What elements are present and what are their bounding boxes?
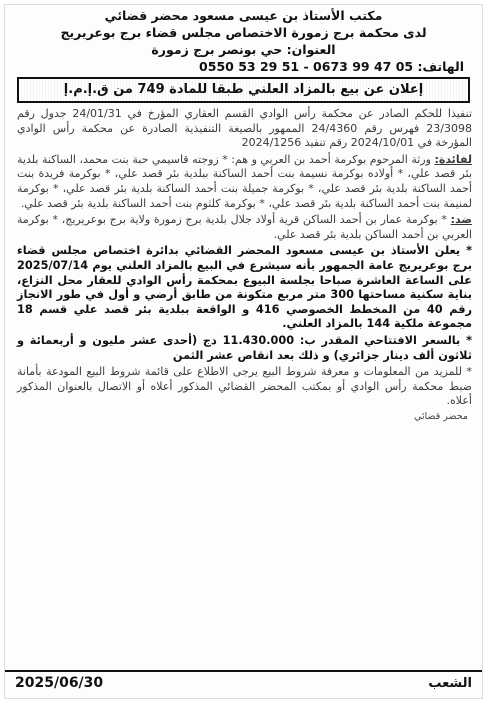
defendants-label: ضد: <box>450 213 472 227</box>
signature-text: محضر قضائي <box>414 410 468 422</box>
court-name: لدى محكمة برج زمورة الاختصاص مجلس قضاء برج بوعريريج <box>60 25 427 40</box>
defendants-paragraph <box>17 213 472 242</box>
office-phone: الهاتف: 05 47 99 0673 - 51 29 53 0550 <box>199 59 464 74</box>
defendants-text: * بوكرمة عمار بن أحمد الساكن قرية أولاد جلال بلدية برج زمورة ولاية برج بوعريريج، * بوكرمة العربي بن أحمد الساكن بلدية بئر قصد علي. <box>17 213 472 241</box>
newspaper-name: الشعب <box>428 675 472 691</box>
execution-reference: تنفيذا للحكم الصادر عن محكمة رأس الوادي القسم العقاري المؤرخ في 24/01/31 جدول رقم 23/3098 فهرس رقم 24/4360 الممهور بالصيغة التنفيذية الصادرة عن محكمة رأس الوادي المؤرخة في 2024/10/01 رقم تنفيذ 2024/1256 <box>17 107 473 150</box>
signature-line <box>5 411 482 422</box>
beneficiaries-text: ورثة المرحوم بوكرمة أحمد بن العربي و هم: * زوجته قاسيمي حبة بنت محمد، الساكنة بلدية بئر قصد علي، * أولاده بوكرمة نسيمة بنت أحمد الساكنة ببلدية بئر قصد علي، * بوكرمة فريدة بنت أحمد الساكنة بلدية بئر قصد علي، * بوكرمة جميلة بنت أحمد الساكنة بلدية بئر قصد علي، * بوكرمة لمنيمة بنت أحمد الساكنة بلدية بئر قصد علي، * بوكرمة كلثوم بنت أحمد الساكنة بلدية بئر قصد علي. <box>17 152 472 210</box>
beneficiaries-label: لفائدة: <box>434 152 472 166</box>
more-information: * للمزيد من المعلومات و معرفة شروط البيع يرجى الاطلاع على قائمة شروط البيع المودعة بأمانة ضبط محكمة رأس الوادي أو بمكتب المحضر القضائي المذكور أعلاه أو الاتصال بالعنوان المذكور أعلاه. <box>17 365 472 408</box>
office-address: العنوان: حي بونصر برج زمورة <box>151 42 336 57</box>
notice-body <box>5 107 482 409</box>
publication-date: 2025/06/30 <box>15 675 104 691</box>
legal-notice <box>4 4 483 699</box>
notice-header <box>5 5 482 75</box>
office-name: مكتب الأستاذ بن عيسى مسعود محضر قضائي <box>104 8 383 23</box>
opening-price: * بالسعر الافتتاحي المقدر ب: 11.430.000 دج (أحدى عشر مليون و أربعمائة و ثلاثون ألف دينار جزائري) و ذلك بعد انقاص عشر الثمن <box>17 333 472 362</box>
publication-footer <box>5 670 482 694</box>
beneficiaries-paragraph <box>17 153 472 211</box>
auction-announcement: * يعلن الأستاذ بن عيسى مسعود المحضر القضائي بدائرة اختصاص مجلس قضاء برج بوعريريج عامة الجمهور بأنه سيشرع في البيع بالمزاد العلني يوم 2025/07/14 على الساعة العاشرة صباحا بجلسة البيوع بمحكمة رأس الوادي للعقار محل النزاع، بناية سكنية مساحتها 300 متر مربع متكونة من طابق أرضي و أول في طور الانجاز رقم 40 من المخطط الخصوصي 416 و الواقعة ببلدية بئر قصد علي قسم 18 مجموعة ملكية 144 بالمزاد العلني. <box>17 244 472 331</box>
notice-title-banner: إعلان عن بيع بالمزاد العلني طبقا للمادة 749 من ق.إ.م.إ <box>17 77 470 103</box>
